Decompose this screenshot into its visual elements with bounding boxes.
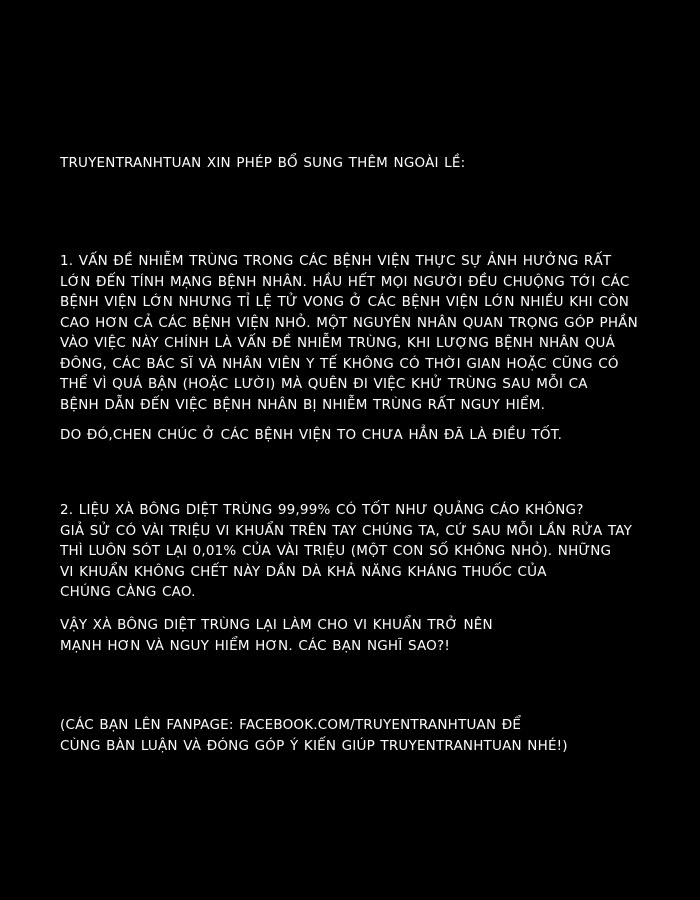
intro-line: TRUYENTRANHTUAN XIN PHÉP BỔ SUNG THÊM NGOÀI LỀ: [60, 155, 466, 171]
point-1-line: 1. VẤN ĐỀ NHIỄM TRÙNG TRONG CÁC BỆNH VIỆN THỰC SỰ ẢNH HƯỞNG RẤT [60, 253, 612, 269]
point-2-conclusion-line: VẬY XÀ BÔNG DIỆT TRÙNG LẠI LÀM CHO VI KHUẨN TRỞ NÊN [60, 617, 493, 633]
point-2-line: THÌ LUÔN SÓT LẠI 0,01% CỦA VÀI TRIỆU (MỘT CON SỐ KHÔNG NHỎ). NHỮNG [60, 543, 612, 559]
point-2-line: 2. LIỆU XÀ BÔNG DIỆT TRÙNG 99,99% CÓ TỐT NHƯ QUẢNG CÁO KHÔNG? [60, 502, 584, 518]
fanpage-note-line: (CÁC BẠN LÊN FANPAGE: FACEBOOK.COM/TRUYENTRANHTUAN ĐỂ [60, 717, 522, 733]
point-1-line: BỆNH VIỆN LỚN NHƯNG TỈ LỆ TỬ VONG Ở CÁC BỆNH VIỆN LỚN NHIỀU KHI CÒN [60, 294, 630, 310]
point-1-line: LỚN ĐẾN TÍNH MẠNG BỆNH NHÂN. HẦU HẾT MỌI NGƯỜI ĐỀU CHUỘNG TỚI CÁC [60, 273, 630, 290]
point-1-conclusion [60, 425, 660, 446]
fanpage-note-line: CÙNG BÀN LUẬN VÀ ĐÓNG GÓP Ý KIẾN GIÚP TRUYENTRANHTUAN NHÉ!) [60, 737, 568, 754]
point-2-line: GIẢ SỬ CÓ VÀI TRIỆU VI KHUẨN TRÊN TAY CHÚNG TA, CỨ SAU MỖI LẦN RỬA TAY [60, 522, 633, 539]
fanpage-note [60, 715, 660, 756]
point-2-conclusion [60, 615, 660, 656]
point-2-line: CHÚNG CÀNG CAO. [60, 584, 196, 600]
point-1-line: BỆNH DẪN ĐẾN VIỆC BỆNH NHÂN BỊ NHIỄM TRÙNG RẤT NGUY HIỂM. [60, 396, 546, 413]
intro-text [60, 153, 660, 174]
point-1-line: THỂ VÌ QUÁ BẬN (HOẶC LƯỜI) MÀ QUÊN ĐI VIỆC KHỬ TRÙNG SAU MỖI CA [60, 376, 588, 392]
point-2-line: VI KHUẨN KHÔNG CHẾT NÀY DẦN DÀ KHẢ NĂNG KHÁNG THUỐC CỦA [60, 563, 547, 580]
point-1-line: VÀO VIỆC NÀY CHÍNH LÀ VẤN ĐỀ NHIỄM TRÙNG, KHI LƯỢNG BỆNH NHÂN QUÁ [60, 335, 616, 351]
point-1-line: ĐÔNG, CÁC BÁC SĨ VÀ NHÂN VIÊN Y TẾ KHÔNG CÓ THỜI GIAN HOẶC CŨNG CÓ [60, 355, 619, 372]
point-1-paragraph [60, 251, 660, 415]
point-1-line: CAO HƠN CẢ CÁC BỆNH VIỆN NHỎ. MỘT NGUYÊN NHÂN QUAN TRỌNG GÓP PHẦN [60, 314, 638, 331]
point-1-conclusion-line: DO ĐÓ,CHEN CHÚC Ở CÁC BỆNH VIỆN TO CHƯA HẲN ĐÃ LÀ ĐIỀU TỐT. [60, 427, 563, 443]
point-2-conclusion-line: MẠNH HƠN VÀ NGUY HIỂM HƠN. CÁC BẠN NGHĨ SAO?! [60, 637, 450, 654]
point-2-paragraph [60, 500, 660, 603]
